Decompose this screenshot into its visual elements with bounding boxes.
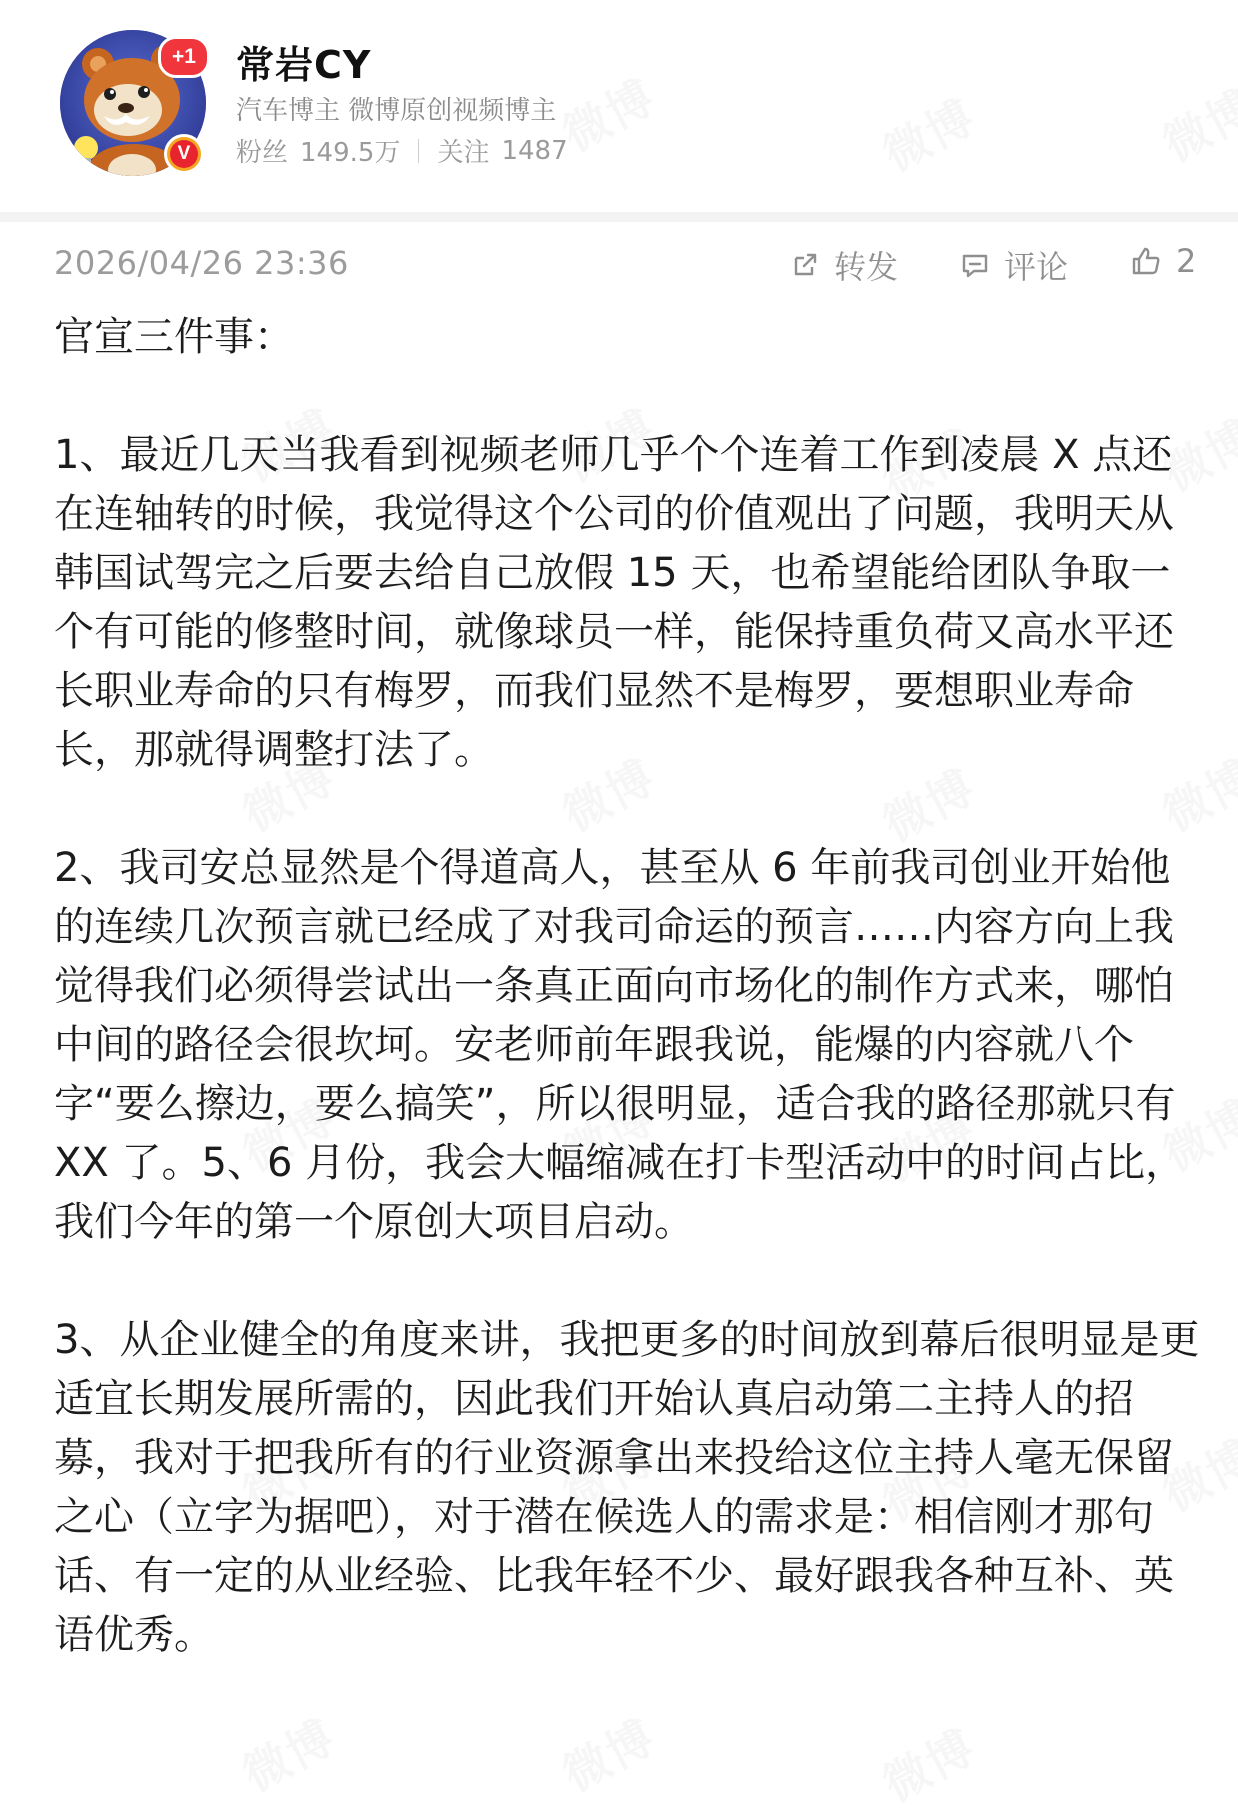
comment-button[interactable]: [960, 242, 1068, 288]
following-label[interactable]: 关注: [437, 138, 490, 168]
repost-button[interactable]: [790, 242, 898, 288]
user-stats: [236, 132, 568, 169]
followers-count[interactable]: 149.5万: [300, 138, 401, 168]
followers-label[interactable]: 粉丝: [236, 138, 289, 168]
user-name[interactable]: 常岩CY: [236, 43, 372, 87]
post-meta-bar: [0, 222, 1238, 302]
post-timestamp: 2026/04/26 23:36: [54, 244, 349, 282]
repost-label: 转发: [834, 248, 899, 286]
like-button[interactable]: [1130, 242, 1196, 280]
post-paragraph-2: 2、我司安总显然是个得道高人，甚至从 6 年前我司创业开始他的连续几次预言就已经成了对我司命运的预言……内容方向上我觉得我们必须得尝试出一条真正面向市场化的制作方式来，哪怕中间的路径会很坎坷。安老师前年跟我说，能爆的内容就八个字“要么擦边，要么搞笑”，所以很明显，适合我的路径那就只有 XX 了。5、6 月份，我会大幅缩减在打卡型活动中的时间占比，我们今年的第一个原创大项目启动。: [54, 845, 1189, 1245]
post-body: [54, 308, 1204, 1724]
profile-header: [0, 0, 1238, 212]
comment-label: 评论: [1004, 248, 1069, 286]
notification-count-badge: +1: [158, 36, 210, 78]
avatar-container[interactable]: [60, 30, 206, 176]
post-paragraph-1: 1、最近几天当我看到视频老师几乎个个连着工作到凌晨 X 点还在连轴转的时候，我觉得这个公司的价值观出了问题，我明天从韩国试驾完之后要去给自己放假 15 天，也希望能给团队争取一个有可能的修整时间，就像球员一样，能保持重负荷又高水平还长职业寿命的只有梅罗，而我们显然不是梅罗，要想职业寿命长，那就得调整打法了。: [54, 432, 1174, 773]
post-intro: 官宣三件事：: [54, 314, 294, 360]
stats-divider: [418, 139, 419, 163]
following-count[interactable]: 1487: [501, 135, 568, 166]
repost-icon: [790, 250, 820, 280]
section-divider: [0, 212, 1238, 222]
verified-v-icon: V: [170, 140, 198, 168]
verified-badge: [164, 134, 204, 174]
comment-icon: [960, 250, 990, 280]
watermark: [870, 1711, 986, 1814]
thumbs-up-icon: [1130, 245, 1162, 277]
post-paragraph-3: 3、从企业健全的角度来讲，我把更多的时间放到幕后很明显是更适宜长期发展所需的，因此我们开始认真启动第二主持人的招募，我对于把我所有的行业资源拿出来投给这位主持人毫无保留之心（立字为据吧），对于潜在候选人的需求是：相信刚才那句话、有一定的从业经验、比我年轻不少、最好跟我各种互补、英语优秀。: [54, 1317, 1200, 1658]
like-count: 2: [1176, 242, 1197, 280]
user-tags: 汽车博主 微博原创视频博主: [236, 96, 557, 126]
